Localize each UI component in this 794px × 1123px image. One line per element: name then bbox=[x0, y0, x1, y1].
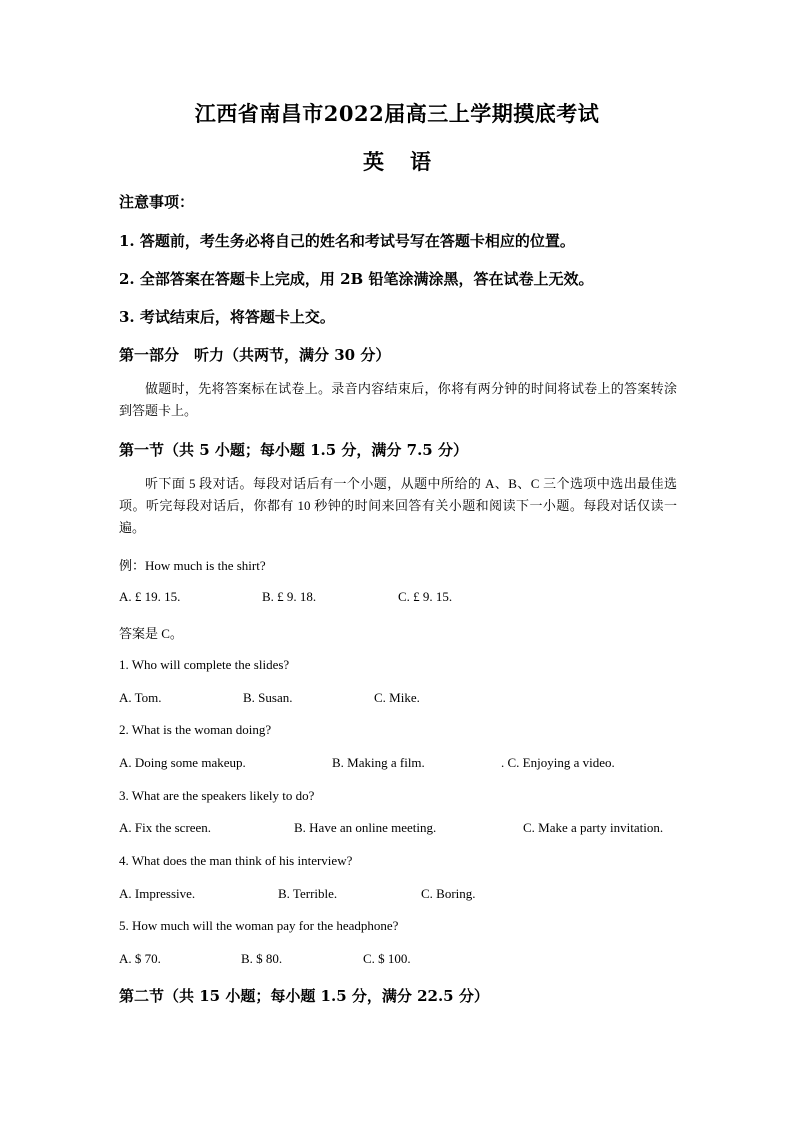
q1-option-a: A. Tom. bbox=[119, 690, 162, 705]
q5-option-a: A. $ 70. bbox=[119, 951, 161, 966]
example-answer: 答案是 C。 bbox=[119, 626, 183, 641]
q4-option-c: C. Boring. bbox=[421, 886, 476, 901]
question-4: 4. What does the man think of his interview? bbox=[119, 853, 353, 868]
note-item-1: 1. 答题前，考生务必将自己的姓名和考试号写在答题卡相应的位置。 bbox=[119, 232, 575, 250]
question-5: 5. How much will the woman pay for the headphone? bbox=[119, 918, 399, 933]
notes-heading: 注意事项： bbox=[119, 193, 195, 211]
subject-char-2: 语 bbox=[410, 149, 431, 174]
example-question: 例：How much is the shirt? bbox=[119, 558, 266, 573]
q4-option-b: B. Terrible. bbox=[278, 886, 338, 901]
example-option-a: A. £ 19. 15. bbox=[119, 589, 181, 604]
q5-option-b: B. $ 80. bbox=[241, 951, 283, 966]
section1-instruction: 听下面 5 段对话。每段对话后有一个小题，从题中所给的 A、B、C 三个选项中选出最佳选项。听完每段对话后，你都有 10 秒钟的时间来回答有关小题和阅读下一小题。每段对话仅读一遍。 bbox=[119, 476, 677, 535]
q2-option-b: B. Making a film. bbox=[332, 755, 425, 770]
exam-title: 江西省南昌市2022届高三上学期摸底考试 bbox=[194, 101, 600, 126]
q3-option-c: C. Make a party invitation. bbox=[523, 820, 664, 835]
note-item-3: 3. 考试结束后，将答题卡上交。 bbox=[119, 308, 335, 326]
question-3: 3. What are the speakers likely to do? bbox=[119, 788, 315, 803]
example-option-c: C. £ 9. 15. bbox=[398, 589, 453, 604]
subject-char-1: 英 bbox=[363, 149, 384, 174]
q3-option-a: A. Fix the screen. bbox=[119, 820, 212, 835]
q1-option-b: B. Susan. bbox=[243, 690, 293, 705]
q2-option-a: A. Doing some makeup. bbox=[119, 755, 246, 770]
example-option-b: B. £ 9. 18. bbox=[262, 589, 317, 604]
q4-option-a: A. Impressive. bbox=[119, 886, 196, 901]
q5-option-c: C. $ 100. bbox=[363, 951, 411, 966]
section1-heading: 第一节（共 5 小题；每小题 1.5 分，满分 7.5 分） bbox=[119, 441, 468, 459]
note-item-2: 2. 全部答案在答题卡上完成，用 2B 铅笔涂满涂黑，答在试卷上无效。 bbox=[119, 270, 594, 288]
section2-heading: 第二节（共 15 小题；每小题 1.5 分，满分 22.5 分） bbox=[119, 987, 489, 1005]
subject-title bbox=[0, 146, 794, 176]
part1-instruction: 做题时，先将答案标在试卷上。录音内容结束后，你将有两分钟的时间将试卷上的答案转涂到答题卡上。 bbox=[119, 381, 677, 418]
question-2: 2. What is the woman doing? bbox=[119, 722, 272, 737]
q3-option-b: B. Have an online meeting. bbox=[294, 820, 437, 835]
q2-option-c: . C. Enjoying a video. bbox=[501, 755, 615, 770]
question-1: 1. Who will complete the slides? bbox=[119, 657, 290, 672]
part1-heading: 第一部分 听力（共两节，满分 30 分） bbox=[119, 346, 391, 364]
q1-option-c: C. Mike. bbox=[374, 690, 420, 705]
